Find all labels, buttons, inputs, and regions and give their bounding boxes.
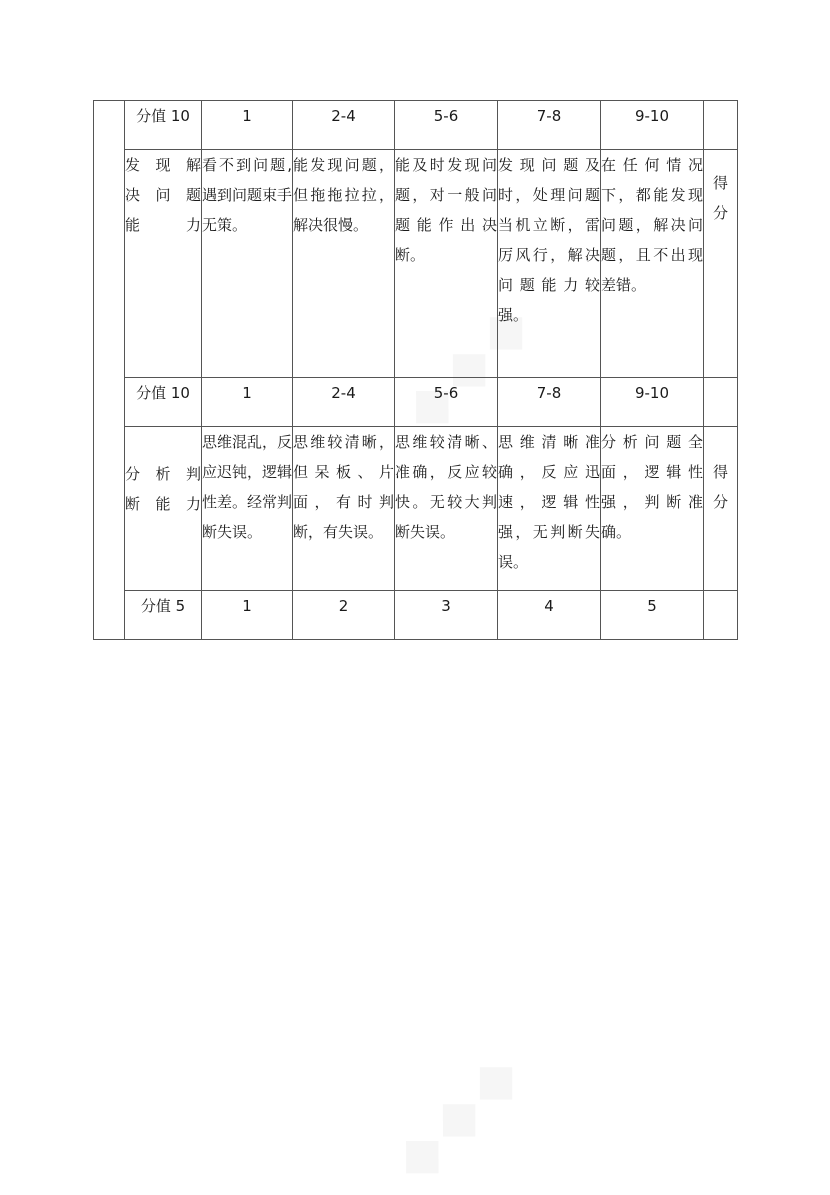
description-text: 思维较清晰，但呆板、片面，有时判断，有失误。 xyxy=(293,433,394,541)
level-description xyxy=(293,427,395,591)
score-heading-char: 分 xyxy=(712,493,728,511)
criterion-line: 能 力 xyxy=(125,216,201,234)
score-value: 5-6 xyxy=(395,378,498,427)
description-text: 思维清晰准确，反应迅速，逻辑性强，无判断失误。 xyxy=(498,433,600,571)
score-heading-char: 得 xyxy=(712,463,728,481)
criterion-line: 分析判 xyxy=(125,465,201,483)
score-label: 分值 5 xyxy=(125,591,202,640)
description-text: 思维较清晰、准确，反应较快。无较大判断失误。 xyxy=(395,433,497,541)
level-description xyxy=(202,427,293,591)
score-value: 1 xyxy=(202,378,293,427)
description-text: 能发现问题，但拖拖拉拉，解决很慢。 xyxy=(293,156,394,234)
criterion-line: 决问题 xyxy=(125,186,201,204)
score-value: 1 xyxy=(202,101,293,150)
criterion-label xyxy=(125,427,202,591)
criterion-line: 断能力 xyxy=(125,495,201,513)
score-value: 4 xyxy=(498,591,601,640)
score-row xyxy=(94,101,738,150)
level-description xyxy=(395,150,498,378)
score-heading xyxy=(704,150,738,378)
score-value: 9-10 xyxy=(601,378,704,427)
score-heading-char: 分 xyxy=(712,204,728,222)
score-row xyxy=(94,378,738,427)
score-value: 1 xyxy=(202,591,293,640)
score-blank xyxy=(704,591,738,640)
description-text: 在任何情况下，都能发现问题，解决问题，且不出现差错。 xyxy=(601,156,703,294)
description-text: 看不到问题,遇到问题束手无策。 xyxy=(202,156,293,234)
level-description xyxy=(601,150,704,378)
score-value: 5 xyxy=(601,591,704,640)
level-description xyxy=(202,150,293,378)
description-text: 分析问题全面，逻辑性强，判断准确。 xyxy=(601,433,703,541)
score-value: 9-10 xyxy=(601,101,704,150)
score-label: 分值 10 xyxy=(125,378,202,427)
level-description xyxy=(498,427,601,591)
score-value: 5-6 xyxy=(395,101,498,150)
description-text: 思维混乱，反应迟钝，逻辑性差。经常判断失误。 xyxy=(202,433,293,541)
criterion-line: 发现解 xyxy=(125,156,201,174)
score-value: 7-8 xyxy=(498,101,601,150)
score-heading-char: 得 xyxy=(712,174,728,192)
score-value: 7-8 xyxy=(498,378,601,427)
score-value: 2-4 xyxy=(293,101,395,150)
criterion-row xyxy=(94,427,738,591)
score-blank xyxy=(704,101,738,150)
left-gutter-cell xyxy=(94,101,125,640)
level-description xyxy=(601,427,704,591)
level-description xyxy=(293,150,395,378)
score-value: 2-4 xyxy=(293,378,395,427)
score-row xyxy=(94,591,738,640)
criterion-label xyxy=(125,150,202,378)
score-value: 3 xyxy=(395,591,498,640)
criterion-row xyxy=(94,150,738,378)
score-label: 分值 10 xyxy=(125,101,202,150)
watermark xyxy=(378,1035,538,1195)
description-text: 能及时发现问题，对一般问题能作出决断。 xyxy=(395,156,497,264)
evaluation-table xyxy=(93,100,738,640)
description-text: 发现问题及时，处理问题当机立断，雷厉风行，解决问题能力较强。 xyxy=(498,156,600,324)
level-description xyxy=(498,150,601,378)
score-value: 2 xyxy=(293,591,395,640)
level-description xyxy=(395,427,498,591)
score-blank xyxy=(704,378,738,427)
score-heading xyxy=(704,427,738,591)
